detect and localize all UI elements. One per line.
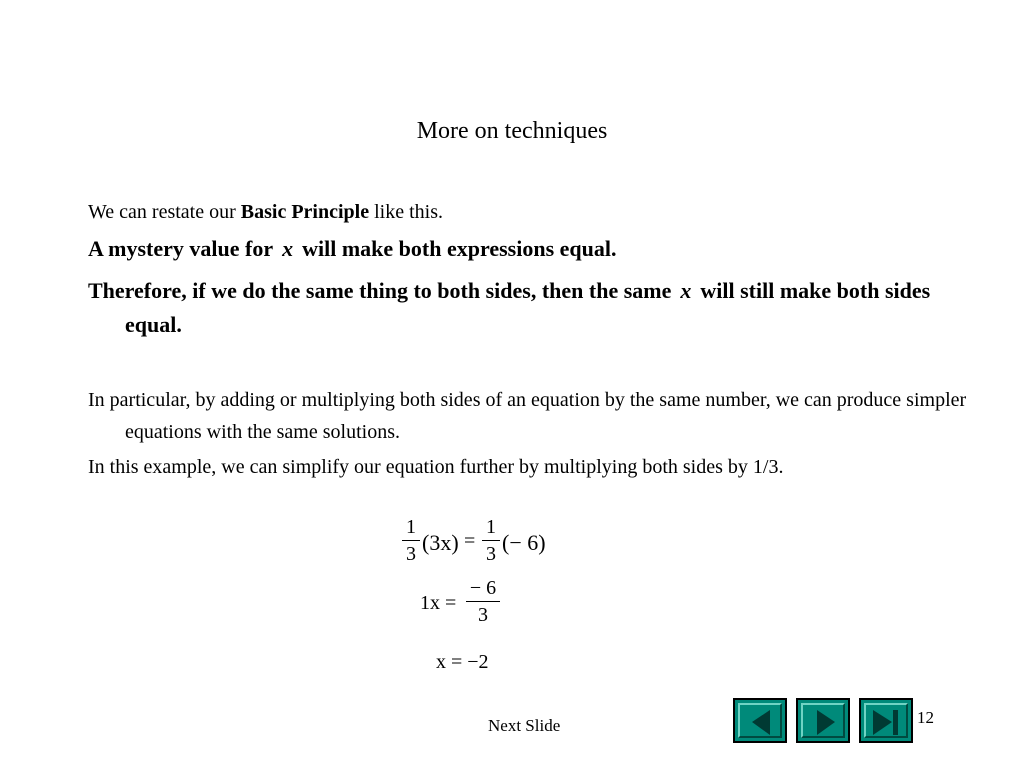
last-slide-icon: [861, 700, 915, 745]
fraction-one-third: 1 3: [402, 516, 420, 565]
equation-3: x = −2: [436, 651, 489, 673]
principle-2-text-end: will still make both sides equal.: [125, 278, 931, 337]
next-slide-link[interactable]: Next Slide: [488, 716, 561, 735]
basic-principle-term: Basic Principle: [240, 201, 370, 223]
right-expression: (− 6): [502, 530, 546, 555]
intro-paragraph: [88, 196, 985, 228]
intro-text-end: like this.: [369, 201, 443, 223]
equals-sign: =: [464, 530, 476, 552]
principle-line-1: [88, 232, 985, 266]
left-expression: (3x): [422, 530, 459, 555]
variable-x: x: [282, 236, 294, 261]
previous-icon: [735, 700, 789, 745]
principle-1-text-end: will make both expressions equal.: [302, 236, 617, 261]
next-icon: [798, 700, 852, 745]
previous-slide-button[interactable]: [733, 698, 787, 743]
left-side: 1x =: [420, 592, 457, 614]
next-slide-button[interactable]: [796, 698, 850, 743]
intro-text: We can restate our: [88, 201, 241, 223]
example-paragraph: In this example, we can simplify our equation further by multiplying both sides by 1/3.: [88, 456, 784, 478]
principle-2-text: Therefore, if we do the same thing to both sides, then the same: [88, 278, 672, 303]
principle-line-2: [88, 274, 985, 342]
fraction-minus-six-over-three: − 6 3: [466, 577, 500, 626]
page-number: 12: [917, 708, 934, 727]
slide-title: More on techniques: [416, 118, 608, 144]
principle-1-text: A mystery value for: [88, 236, 274, 261]
particular-paragraph: In particular, by adding or multiplying both sides of an equation by the same number, we can produce simpler equations with the same solutions.: [88, 389, 967, 443]
fraction-one-third: 1 3: [482, 516, 500, 565]
last-slide-button[interactable]: [859, 698, 913, 743]
variable-x: x: [680, 278, 692, 303]
